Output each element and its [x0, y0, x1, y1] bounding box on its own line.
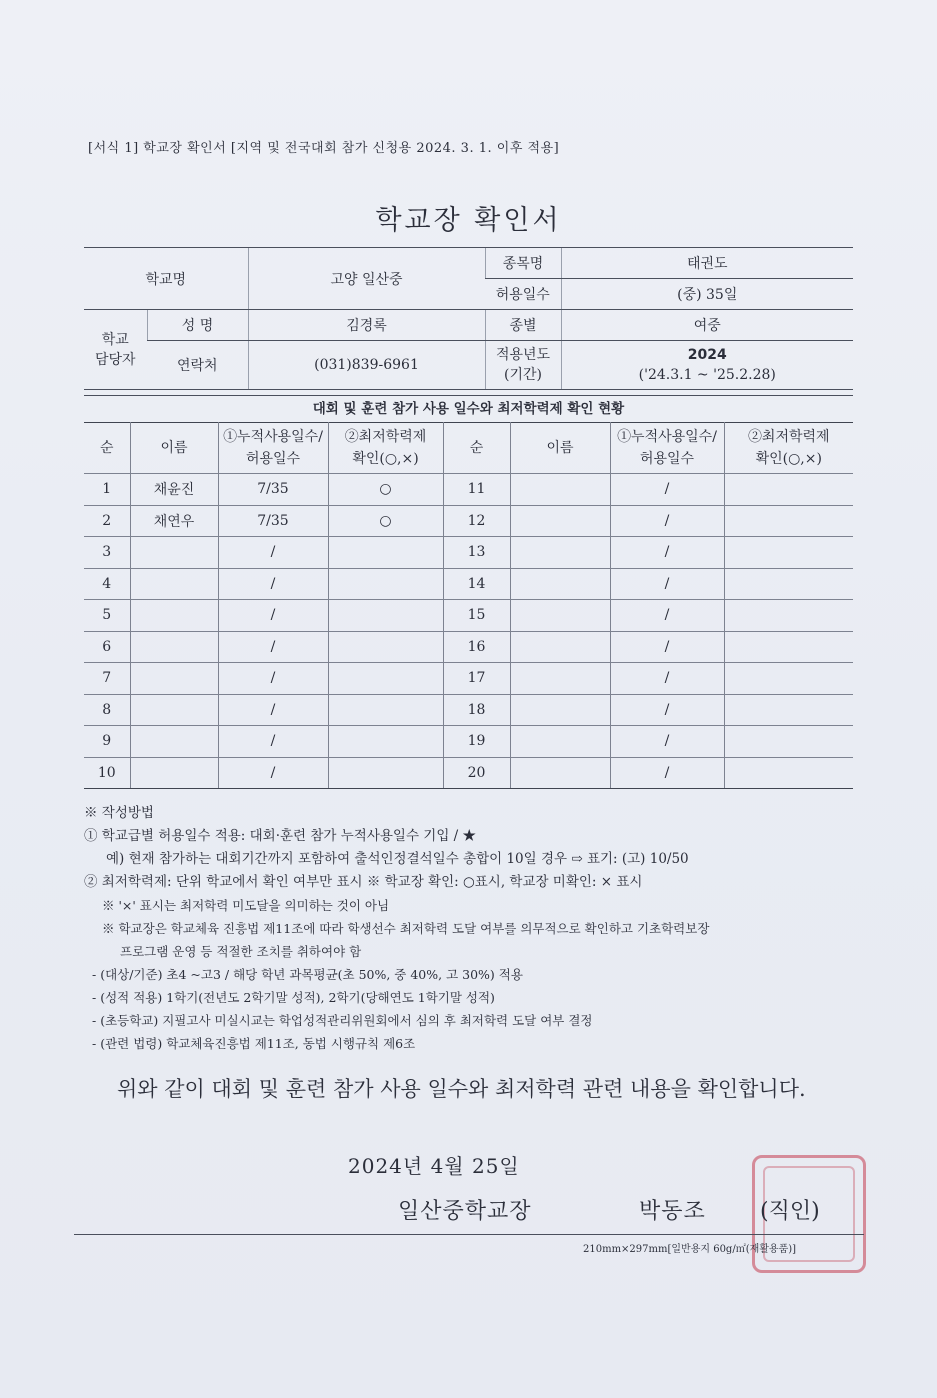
confirmation-statement: 위와 같이 대회 및 훈련 참가 사용 일수와 최저학력 관련 내용을 확인합니다. [117, 1077, 806, 1101]
student-days: / [610, 600, 724, 632]
allowed-days-label: 허용일수 [485, 279, 561, 310]
note-item: ② 최저학력제: 단위 학교에서 확인 여부만 표시 ※ 학교장 확인: ○표시, 학교장 미확인: × 표시 [84, 874, 643, 890]
student-days: / [218, 568, 328, 600]
year-cell [561, 341, 853, 390]
student-name [510, 568, 610, 600]
bottom-divider [74, 1234, 864, 1235]
student-check [328, 663, 443, 695]
student-days: / [610, 757, 724, 789]
student-name: 채연우 [130, 505, 218, 537]
student-days: / [610, 537, 724, 569]
note-item: - (초등학교) 지필고사 미실시교는 학업성적관리위원회에서 심의 후 최저학력 도달 여부 결정 [92, 1013, 593, 1028]
student-no: 6 [84, 631, 130, 663]
table-row [84, 663, 853, 695]
header-check: ②최저학력제 확인(○,×) [328, 423, 443, 474]
header-no: 순 [84, 423, 130, 474]
note-item: ※ 학교장은 학교체육 진흥법 제11조에 따라 학생선수 최저학력 도달 여부를 의무적으로 확인하고 기초학력보장 [102, 921, 710, 936]
header-name: 이름 [510, 423, 610, 474]
student-no: 14 [443, 568, 510, 600]
student-name [130, 568, 218, 600]
student-check [724, 474, 853, 506]
student-check [328, 757, 443, 789]
student-no: 13 [443, 537, 510, 569]
seal-mark-text: (직인) [760, 1199, 820, 1224]
header-days: ①누적사용일수/ 허용일수 [218, 423, 328, 474]
student-name [130, 663, 218, 695]
student-check: ○ [328, 505, 443, 537]
student-no: 10 [84, 757, 130, 789]
student-name [510, 726, 610, 758]
note-item: 프로그램 운영 등 적절한 조치를 취하여야 함 [120, 944, 362, 959]
issue-date: 2024년 4월 25일 [348, 1154, 520, 1178]
student-days: / [218, 631, 328, 663]
header-days: ①누적사용일수/ 허용일수 [610, 423, 724, 474]
student-days: / [218, 600, 328, 632]
school-label: 학교명 [84, 248, 248, 310]
event-label: 종목명 [485, 248, 561, 279]
student-no: 16 [443, 631, 510, 663]
student-name [130, 600, 218, 632]
contact-label: 연락처 [147, 341, 248, 390]
student-no: 18 [443, 694, 510, 726]
student-name [130, 757, 218, 789]
student-check [328, 631, 443, 663]
paper-spec-footnote: 210mm×297mm[일반용지 60g/㎡(재활용품)] [583, 1244, 797, 1255]
table-row [84, 631, 853, 663]
student-days: / [218, 537, 328, 569]
school-principal-title: 일산중학교장 [398, 1199, 532, 1224]
student-name: 채윤진 [130, 474, 218, 506]
student-name [510, 474, 610, 506]
list-header-row [84, 423, 853, 474]
student-days: / [218, 726, 328, 758]
year-label: 적용년도 (기간) [485, 341, 561, 390]
notes-heading: ※ 작성방법 [84, 805, 154, 821]
student-name [510, 757, 610, 789]
table-row [84, 726, 853, 758]
note-item: ※ '×' 표시는 최저학력 미도달을 의미하는 것이 아님 [102, 898, 390, 913]
table-row [84, 568, 853, 600]
student-days: / [218, 694, 328, 726]
school-value: 고양 일산중 [248, 248, 485, 310]
student-name [510, 663, 610, 695]
header-check: ②최저학력제 확인(○,×) [724, 423, 853, 474]
table-row [84, 537, 853, 569]
manager-label: 학교 담당자 [84, 310, 147, 390]
gender-label: 종별 [485, 310, 561, 341]
student-name [510, 694, 610, 726]
student-name [510, 631, 610, 663]
student-no: 9 [84, 726, 130, 758]
student-no: 2 [84, 505, 130, 537]
student-list-table [84, 422, 853, 789]
note-item: - (대상/기준) 초4 ~고3 / 해당 학년 과목평균(초 50%, 중 40%, 고 30%) 적용 [92, 967, 523, 982]
student-days: 7/35 [218, 474, 328, 506]
table-row [84, 474, 853, 506]
student-check [724, 600, 853, 632]
gender-value: 여중 [561, 310, 853, 341]
student-no: 12 [443, 505, 510, 537]
student-no: 17 [443, 663, 510, 695]
student-check [724, 663, 853, 695]
student-no: 11 [443, 474, 510, 506]
student-no: 7 [84, 663, 130, 695]
student-check [328, 537, 443, 569]
student-name [510, 600, 610, 632]
student-name [510, 537, 610, 569]
student-days: / [610, 726, 724, 758]
form-header-note: [서식 1] 학교장 확인서 [지역 및 전국대회 참가 신청용 2024. 3. 1. 이후 적용] [88, 141, 560, 156]
table-row [84, 757, 853, 789]
principal-name: 박동조 [639, 1199, 706, 1224]
student-no: 15 [443, 600, 510, 632]
note-item: - (성적 적용) 1학기(전년도 2학기말 성적), 2학기(당해연도 1학기말 성적) [92, 990, 495, 1005]
student-days: / [610, 568, 724, 600]
student-days: / [610, 663, 724, 695]
student-name [130, 631, 218, 663]
period-value: ('24.3.1 ~ '25.2.28) [638, 367, 776, 383]
student-check [328, 694, 443, 726]
student-days: / [610, 505, 724, 537]
student-check [724, 757, 853, 789]
student-no: 8 [84, 694, 130, 726]
student-no: 1 [84, 474, 130, 506]
name-value: 김경록 [248, 310, 485, 341]
student-days: 7/35 [218, 505, 328, 537]
student-days: / [610, 474, 724, 506]
student-no: 4 [84, 568, 130, 600]
document-title: 학교장 확인서 [375, 205, 562, 236]
student-check [724, 537, 853, 569]
student-days: / [218, 757, 328, 789]
note-item: ① 학교급별 허용일수 적용: 대회·훈련 참가 누적사용일수 기입 / ★ [84, 828, 476, 844]
student-check [724, 568, 853, 600]
table-row [84, 694, 853, 726]
writing-instructions [84, 802, 864, 1055]
student-no: 5 [84, 600, 130, 632]
note-item: 예) 현재 참가하는 대회기간까지 포함하여 출석인정결석일수 총합이 10일 경우 ⇨ 표기: (고) 10/50 [106, 851, 689, 867]
student-no: 19 [443, 726, 510, 758]
name-label: 성 명 [147, 310, 248, 341]
student-no: 3 [84, 537, 130, 569]
student-check: ○ [328, 474, 443, 506]
student-name [130, 726, 218, 758]
note-item: - (관련 법령) 학교체육진흥법 제11조, 동법 시행규칙 제6조 [92, 1036, 416, 1051]
table-row [84, 505, 853, 537]
student-check [724, 631, 853, 663]
year-value: 2024 [687, 347, 727, 363]
event-value: 태권도 [561, 248, 853, 279]
school-info-table [84, 247, 853, 390]
student-name [510, 505, 610, 537]
student-check [724, 505, 853, 537]
student-days: / [610, 694, 724, 726]
header-no: 순 [443, 423, 510, 474]
student-check [724, 726, 853, 758]
student-name [130, 694, 218, 726]
student-name [130, 537, 218, 569]
student-check [328, 568, 443, 600]
student-days: / [610, 631, 724, 663]
student-check [724, 694, 853, 726]
student-check [328, 726, 443, 758]
allowed-days-value: (중) 35일 [561, 279, 853, 310]
student-no: 20 [443, 757, 510, 789]
student-check [328, 600, 443, 632]
table-row [84, 600, 853, 632]
section-title: 대회 및 훈련 참가 사용 일수와 최저학력제 확인 현황 [84, 395, 853, 423]
student-days: / [218, 663, 328, 695]
header-name: 이름 [130, 423, 218, 474]
contact-value: (031)839-6961 [248, 341, 485, 390]
